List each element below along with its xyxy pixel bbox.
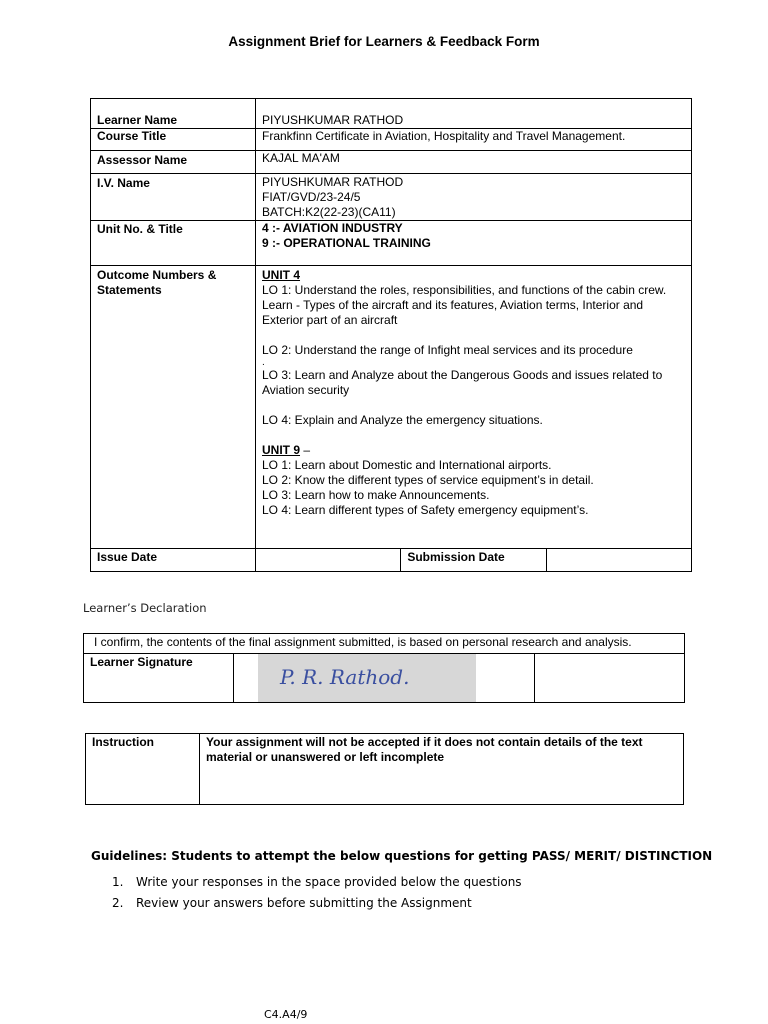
outcome-label-line1: Outcome Numbers & xyxy=(97,268,217,282)
submission-date-label: Submission Date xyxy=(401,549,546,572)
iv-code-line: FIAT/GVD/23-24/5 xyxy=(262,190,361,204)
issue-date-label: Issue Date xyxy=(91,549,256,572)
declaration-statement: I confirm, the contents of the final assignment submitted, is based on personal research and analysis. xyxy=(84,634,685,654)
learner-name-value: PIYUSHKUMAR RATHOD xyxy=(256,99,692,129)
unit-9-heading: UNIT 9 xyxy=(262,443,301,457)
course-title-label: Course Title xyxy=(91,129,256,151)
issue-date-field[interactable] xyxy=(256,549,401,572)
date-field[interactable] xyxy=(534,654,684,703)
unit-4-lo2-dot: . xyxy=(262,357,265,368)
unit-9-lo2: LO 2: Know the different types of service equipment’s in detail. xyxy=(262,473,594,487)
instruction-label: Instruction xyxy=(86,734,200,805)
unit-9-dash: – xyxy=(300,443,311,457)
learner-name-label: Learner Name xyxy=(91,99,256,129)
unit-4-lo2: LO 2: Understand the range of Infight meal services and its procedure xyxy=(262,343,633,357)
unit-4-title: 4 :- AVIATION INDUSTRY xyxy=(262,221,403,235)
guideline-number: 2. xyxy=(112,896,124,910)
guideline-text: Write your responses in the space provided below the questions xyxy=(136,875,522,889)
signature-graphic xyxy=(258,654,476,702)
signature-text: P. R. Rathod. xyxy=(280,665,410,689)
guideline-text: Review your answers before submitting the Assignment xyxy=(136,896,472,910)
unit-9-title: 9 :- OPERATIONAL TRAINING xyxy=(262,236,431,250)
guideline-number: 1. xyxy=(112,875,124,889)
course-title-value: Frankfinn Certificate in Aviation, Hospitality and Travel Management. xyxy=(256,129,692,151)
unit-4-lo1: LO 1: Understand the roles, responsibilities, and functions of the cabin crew. Learn - Types of the aircraft and its features, Aviation terms, Interior and Exterior part of an aircraft xyxy=(262,283,667,327)
submission-date-field[interactable] xyxy=(546,549,691,572)
declaration-heading: Learner’s Declaration xyxy=(83,601,207,615)
unit-4-lo3: LO 3: Learn and Analyze about the Dangerous Goods and issues related to Aviation security xyxy=(262,368,663,397)
instruction-table xyxy=(85,733,684,805)
iv-name-line: PIYUSHKUMAR RATHOD xyxy=(262,175,404,189)
instruction-text: Your assignment will not be accepted if it does not contain details of the text material or unanswered or left incomplete xyxy=(200,734,684,805)
learner-info-table xyxy=(90,98,692,572)
guideline-item xyxy=(112,872,522,893)
unit-9-lo1: LO 1: Learn about Domestic and International airports. xyxy=(262,458,552,472)
unit-title-label: Unit No. & Title xyxy=(91,221,256,266)
iv-name-label: I.V. Name xyxy=(91,174,256,221)
assessor-name-label: Assessor Name xyxy=(91,151,256,174)
footer-code: C4.A4/9 xyxy=(264,1008,308,1021)
outcome-label-line2: Statements xyxy=(97,283,162,297)
document-title: Assignment Brief for Learners & Feedback Form xyxy=(228,34,540,49)
unit-9-lo4: LO 4: Learn different types of Safety emergency equipment’s. xyxy=(262,503,589,517)
signature-image xyxy=(258,654,476,702)
iv-batch-line: BATCH:K2(22-23)(CA11) xyxy=(262,205,396,219)
guidelines-heading: Guidelines: Students to attempt the below questions for getting PASS/ MERIT/ DISTINCTION xyxy=(91,849,713,863)
unit-4-lo4: LO 4: Explain and Analyze the emergency situations. xyxy=(262,413,543,427)
outcome-statements xyxy=(256,266,692,549)
guideline-item xyxy=(112,893,522,914)
assessor-name-value: KAJAL MA'AM xyxy=(256,151,692,174)
learner-signature-label: Learner Signature xyxy=(84,654,234,703)
unit-9-lo3: LO 3: Learn how to make Announcements. xyxy=(262,488,490,502)
unit-4-heading: UNIT 4 xyxy=(262,268,301,282)
guidelines-list xyxy=(112,872,522,914)
